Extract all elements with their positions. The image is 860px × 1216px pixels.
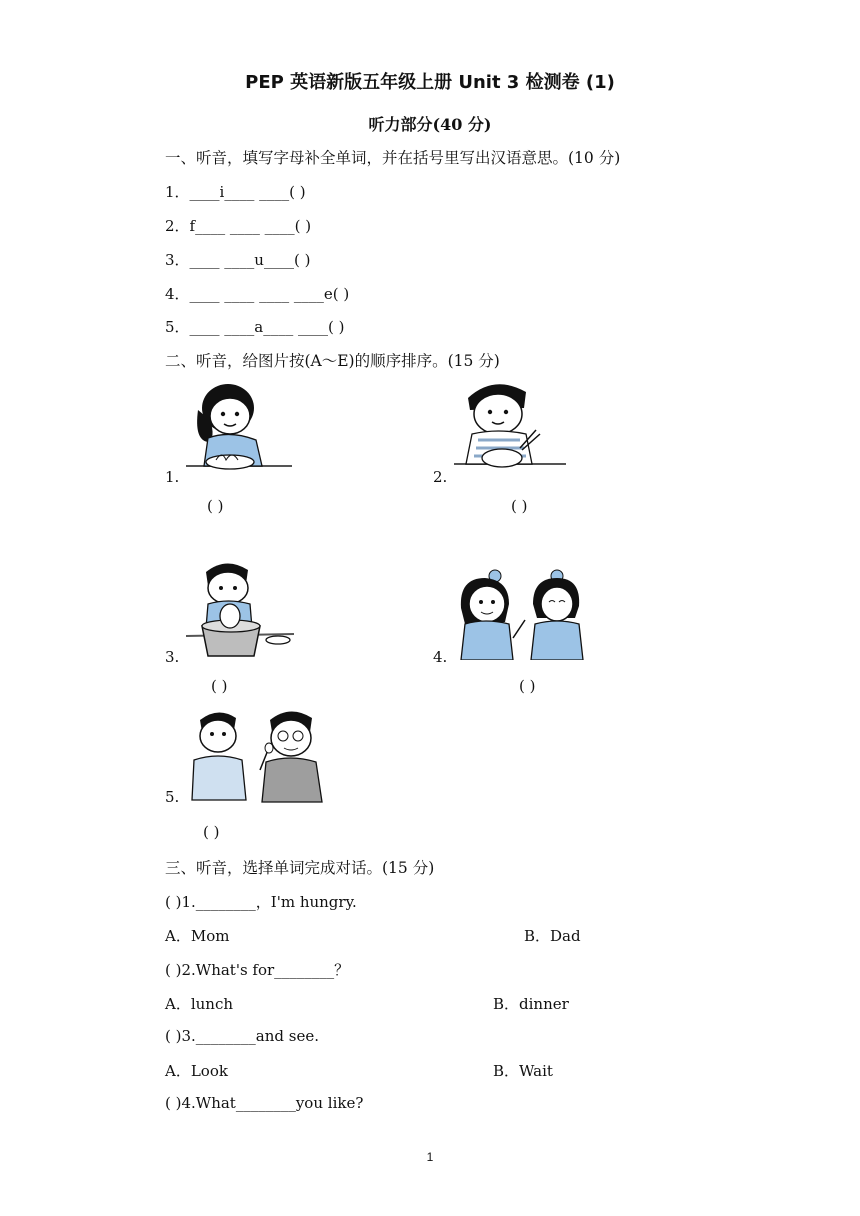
boy-and-grandpa-illustration xyxy=(190,706,326,804)
page-number: 1 xyxy=(426,1150,434,1164)
section2-item-2-number: 2. xyxy=(433,468,448,486)
section1-item-5: 5．____ ____a____ ____( ) xyxy=(165,318,345,336)
section2-item-3-blank: ( ) xyxy=(211,677,228,695)
section2-item-3-number: 3. xyxy=(165,648,180,666)
section3-q2-option-b: B．dinner xyxy=(493,995,569,1013)
section3-question-4: ( )4.What________you like? xyxy=(165,1094,364,1112)
section2-heading: 二、听音，给图片按(A～E)的顺序排序。(15 分) xyxy=(165,352,500,370)
section1-item-1: 1．____i____ ____( ) xyxy=(165,183,306,201)
section1-item-2: 2．f____ ____ ____( ) xyxy=(165,217,312,235)
page-title: PEP 英语新版五年级上册 Unit 3 检测卷 (1) xyxy=(245,72,615,93)
section3-question-1: ( )1.________，I'm hungry. xyxy=(165,893,357,911)
section1-item-3: 3．____ ____u____( ) xyxy=(165,251,311,269)
boy-washing-dishes-illustration xyxy=(186,560,294,660)
section1-item-4: 4．____ ____ ____ ____e( ) xyxy=(165,285,350,303)
section2-item-4-blank: ( ) xyxy=(519,677,536,695)
section3-q2-option-a: A．lunch xyxy=(165,995,234,1013)
section2-item-2-blank: ( ) xyxy=(511,497,528,515)
section2-item-1-number: 1. xyxy=(165,468,180,486)
section3-q3-option-b: B．Wait xyxy=(493,1062,553,1080)
section3-q1-option-a: A．Mom xyxy=(165,927,230,945)
section2-item-1-blank: ( ) xyxy=(207,497,224,515)
girl-eating-noodles-illustration xyxy=(186,380,292,472)
section-subtitle: 听力部分(40 分) xyxy=(368,115,492,134)
section3-q3-option-a: A．Look xyxy=(165,1062,228,1080)
boy-eating-noodles-illustration xyxy=(454,378,566,474)
section2-item-5-number: 5. xyxy=(165,788,180,806)
section3-heading: 三、听音，选择单词完成对话。(15 分) xyxy=(165,859,435,877)
section2-item-4-number: 4. xyxy=(433,648,448,666)
section3-question-3: ( )3.________and see. xyxy=(165,1027,319,1045)
section3-question-2: ( )2.What's for________？ xyxy=(165,961,350,979)
section1-heading: 一、听音，填写字母补全单词，并在括号里写出汉语意思。(10 分) xyxy=(165,149,621,167)
section3-q1-option-b: B．Dad xyxy=(524,927,581,945)
two-girls-with-fork-illustration xyxy=(455,568,587,660)
section2-item-5-blank: ( ) xyxy=(203,823,220,841)
